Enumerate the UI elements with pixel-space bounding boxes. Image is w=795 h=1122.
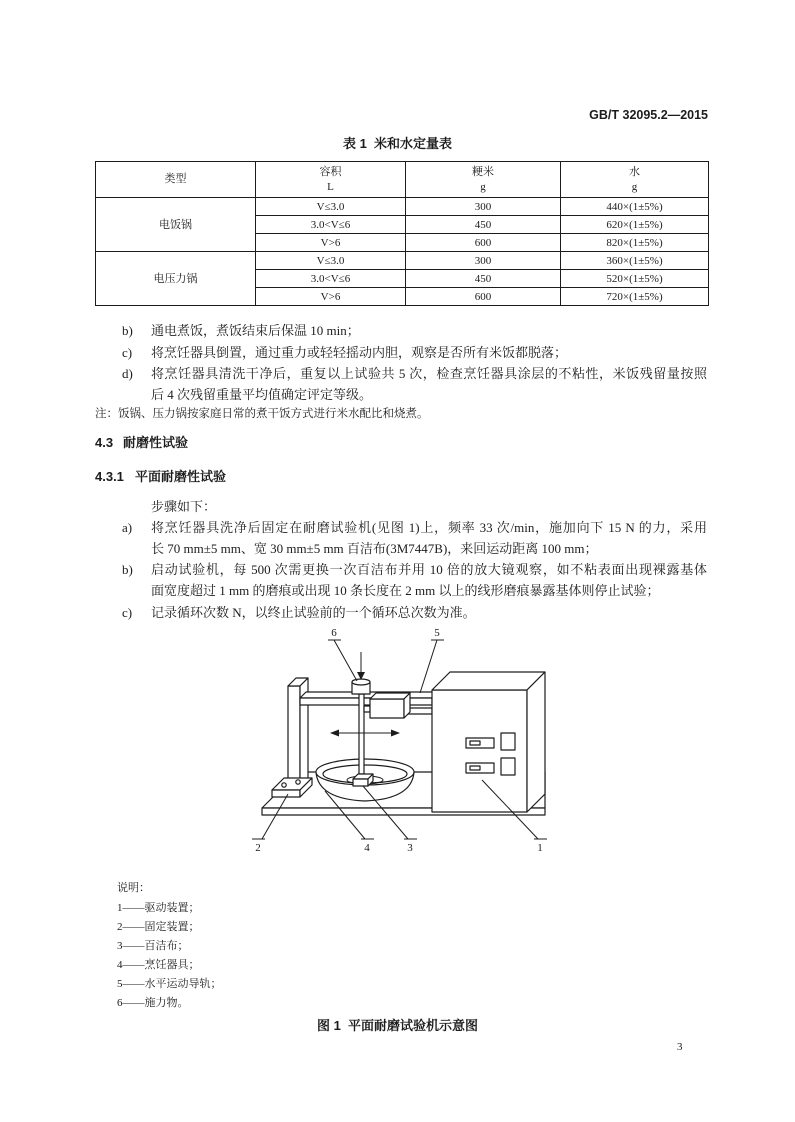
table-row — [96, 252, 709, 270]
scouring-pad — [353, 774, 373, 786]
rice-cell: 450 — [406, 270, 561, 288]
type-cell: 电饭锅 — [96, 198, 256, 252]
leader-line — [420, 640, 437, 693]
legend-item: 2——固定装置； — [117, 921, 200, 933]
callout-label: 3 — [407, 842, 413, 854]
list-item-text: 长 70 mm±5 mm、宽 30 mm±5 mm 百洁布(3M7447B)，来回运动距离 100 mm； — [151, 541, 598, 556]
leader-line — [334, 640, 357, 681]
header-rice — [406, 162, 561, 198]
header-type-label: 类型 — [164, 173, 187, 185]
callout-label: 2 — [255, 842, 261, 854]
list-marker: a) — [122, 520, 133, 535]
header-volume-unit: L — [327, 180, 334, 193]
callout-label: 5 — [434, 627, 440, 639]
slider-block — [370, 693, 410, 718]
shaft-connector — [364, 706, 370, 712]
display-digits — [470, 741, 480, 745]
subsection-number: 4.3.1 — [95, 469, 124, 484]
rice-water-table — [95, 161, 709, 306]
rice-cell: 600 — [406, 234, 561, 252]
motion-double-arrow-icon — [330, 730, 400, 737]
water-cell: 820×(1±5%) — [561, 234, 709, 252]
control-button — [501, 733, 515, 750]
header-volume-label: 容积 — [319, 165, 342, 178]
rice-cell: 600 — [406, 288, 561, 306]
rice-cell: 450 — [406, 216, 561, 234]
load-shaft — [359, 694, 364, 774]
list-marker: b) — [122, 323, 133, 338]
post-front — [288, 686, 300, 790]
callout-label: 1 — [537, 842, 543, 854]
standard-code: GB/T 32095.2—2015 — [589, 108, 708, 122]
table-note: 注：饭锅、压力锅按家庭日常的煮干饭方式进行米水配比和烧煮。 — [95, 408, 429, 420]
control-button — [501, 758, 515, 775]
volume-cell: 3.0<V≤6 — [256, 270, 406, 288]
callout-label: 4 — [364, 842, 370, 854]
list-item-text: 通电煮饭，煮饭结束后保温 10 min； — [151, 323, 360, 338]
list-marker: b) — [122, 562, 133, 577]
legend-item: 3——百洁布； — [117, 940, 189, 952]
type-cell: 电压力锅 — [96, 252, 256, 306]
drive-unit — [432, 672, 545, 812]
fixing-block-front — [272, 790, 300, 797]
slider-front — [370, 699, 404, 718]
table-1-caption: 表 1 米和水定量表 — [342, 136, 453, 151]
legend-title: 说明： — [117, 882, 150, 894]
section-number: 4.3 — [95, 435, 114, 450]
header-water-label: 水 — [629, 165, 640, 178]
page-number: 3 — [677, 1041, 683, 1053]
rice-cell: 300 — [406, 198, 561, 216]
header-volume — [256, 162, 406, 198]
volume-cell: 3.0<V≤6 — [256, 216, 406, 234]
arrow-left-icon — [330, 730, 339, 737]
list-item-text: 记录循环次数 N，以终止试验前的一个循环总次数为准。 — [151, 605, 476, 620]
drive-box-front — [432, 690, 527, 812]
rice-cell: 300 — [406, 252, 561, 270]
volume-cell: V>6 — [256, 288, 406, 306]
legend-item: 1——驱动装置； — [117, 902, 200, 914]
list-item-text: 后 4 次残留重量平均值确定评定等级。 — [151, 387, 373, 402]
abrasion-tester-figure — [240, 625, 560, 860]
list-item-text: 启动试验机，每 500 次需更换一次百洁布并用 10 倍的放大镜观察，如不粘表面出现裸露基体 — [151, 562, 707, 577]
water-cell: 620×(1±5%) — [561, 216, 709, 234]
list-item-text: 将烹饪器具洗净后固定在耐磨试验机(见图 1)上，频率 33 次/min，施加向下 15 N 的力，采用 — [151, 520, 707, 535]
bolt — [282, 783, 286, 787]
bolt — [296, 780, 300, 784]
header-type — [96, 162, 256, 198]
list-marker: c) — [122, 605, 133, 620]
display-digits — [470, 766, 480, 770]
header-water — [561, 162, 709, 198]
rail-front — [300, 698, 432, 705]
volume-cell: V>6 — [256, 234, 406, 252]
water-cell: 520×(1±5%) — [561, 270, 709, 288]
volume-cell: V≤3.0 — [256, 252, 406, 270]
header-water-unit: g — [631, 180, 638, 193]
steps-intro: 步骤如下： — [151, 499, 217, 514]
pad-front — [353, 779, 368, 786]
figure-1-caption: 图 1 平面耐磨试验机示意图 — [316, 1018, 479, 1033]
list-marker: d) — [122, 366, 133, 381]
callout-label: 6 — [331, 627, 337, 639]
arrow-right-icon — [391, 730, 400, 737]
volume-cell: V≤3.0 — [256, 198, 406, 216]
legend-item: 4——烹饪器具； — [117, 959, 200, 971]
subsection-title: 平面耐磨性试验 — [135, 469, 227, 484]
list-item-text: 面宽度超过 1 mm 的磨痕或出现 10 条长度在 2 mm 以上的线形磨痕暴露基体则停止试验； — [151, 583, 660, 598]
list-item-text: 将烹饪器具清洗干净后，重复以上试验共 5 次，检查烹饪器具涂层的不粘性，米饭残留量按照 — [151, 366, 707, 381]
callout-6 — [328, 627, 357, 681]
section-title: 耐磨性试验 — [123, 435, 189, 450]
legend-item: 6——施力物。 — [117, 997, 189, 1009]
drive-box-top — [432, 672, 545, 690]
water-cell: 360×(1±5%) — [561, 252, 709, 270]
table-row — [96, 198, 709, 216]
water-cell: 440×(1±5%) — [561, 198, 709, 216]
slider-top — [370, 693, 410, 699]
list-item-text: 将烹饪器具倒置，通过重力或轻轻摇动内胆，观察是否所有米饭都脱落； — [151, 345, 568, 360]
list-marker: c) — [122, 345, 133, 360]
header-rice-label: 粳米 — [472, 165, 494, 178]
drive-box-side — [527, 672, 545, 812]
table-header-row — [96, 162, 709, 198]
legend-item: 5——水平运动导轨； — [117, 978, 222, 990]
load-assembly — [352, 652, 370, 774]
header-rice-unit: g — [480, 180, 486, 193]
water-cell: 720×(1±5%) — [561, 288, 709, 306]
